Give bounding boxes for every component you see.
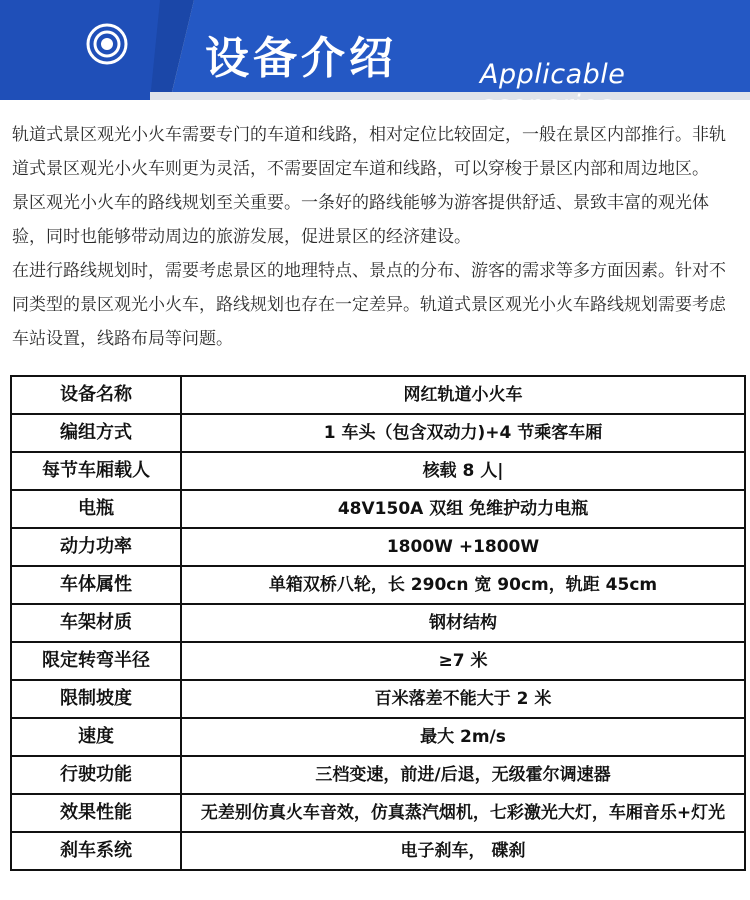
spec-label: 限定转弯半径	[11, 642, 181, 680]
table-row	[11, 604, 745, 642]
spec-value: 电子刹车， 碟刹	[181, 832, 745, 870]
table-row	[11, 528, 745, 566]
intro-paragraph: 在进行路线规划时，需要考虑景区的地理特点、景点的分布、游客的需求等多方面因素。针对不同类型的景区观光小火车，路线规划也存在一定差异。轨道式景区观光小火车路线规划需要考虑车站设置，线路布局等问题。	[12, 261, 726, 349]
spec-label: 效果性能	[11, 794, 181, 832]
spec-value: 1800W +1800W	[181, 528, 745, 566]
spec-label: 限制坡度	[11, 680, 181, 718]
table-row	[11, 490, 745, 528]
page-subtitle: Applicable scenarios	[480, 59, 626, 121]
spec-value: 48V150A 双组 免维护动力电瓶	[181, 490, 745, 528]
spec-label: 车架材质	[11, 604, 181, 642]
table-row	[11, 642, 745, 680]
table-row	[11, 452, 745, 490]
header-banner	[0, 0, 750, 121]
spec-value: 无差别仿真火车音效，仿真蒸汽烟机，七彩激光大灯，车厢音乐+灯光	[181, 794, 745, 832]
table-row	[11, 566, 745, 604]
intro-text	[12, 118, 742, 356]
spec-label: 动力功率	[11, 528, 181, 566]
table-row	[11, 414, 745, 452]
spec-label: 车体属性	[11, 566, 181, 604]
spec-label: 速度	[11, 718, 181, 756]
spec-value: 核载 8 人|	[181, 452, 745, 490]
spec-label: 每节车厢载人	[11, 452, 181, 490]
spec-label: 编组方式	[11, 414, 181, 452]
table-row	[11, 756, 745, 794]
spec-value: 百米落差不能大于 2 米	[181, 680, 745, 718]
spec-value: ≥7 米	[181, 642, 745, 680]
spec-value: 三档变速，前进/后退，无级霍尔调速器	[181, 756, 745, 794]
target-icon	[88, 25, 126, 63]
spec-value: 1 车头（包含双动力)+4 节乘客车厢	[181, 414, 745, 452]
table-row	[11, 832, 745, 870]
spec-value: 网红轨道小火车	[181, 376, 745, 414]
spec-label: 电瓶	[11, 490, 181, 528]
intro-paragraph: 轨道式景区观光小火车需要专门的车道和线路，相对定位比较固定，一般在景区内部推行。非轨道式景区观光小火车则更为灵活，不需要固定车道和线路，可以穿梭于景区内部和周边地区。	[12, 125, 726, 179]
table-row	[11, 680, 745, 718]
spec-value: 最大 2m/s	[181, 718, 745, 756]
spec-label: 设备名称	[11, 376, 181, 414]
spec-value: 单箱双桥八轮，长 290cn 宽 90cm，轨距 45cm	[181, 566, 745, 604]
spec-table	[10, 375, 746, 871]
intro-paragraph: 景区观光小火车的路线规划至关重要。一条好的路线能够为游客提供舒适、景致丰富的观光体验，同时也能够带动周边的旅游发展，促进景区的经济建设。	[12, 193, 709, 247]
table-row	[11, 718, 745, 756]
spec-value: 钢材结构	[181, 604, 745, 642]
table-row	[11, 794, 745, 832]
spec-label: 行驶功能	[11, 756, 181, 794]
spec-label: 刹车系统	[11, 832, 181, 870]
page-title: 设备介绍	[205, 33, 397, 84]
table-row	[11, 376, 745, 414]
